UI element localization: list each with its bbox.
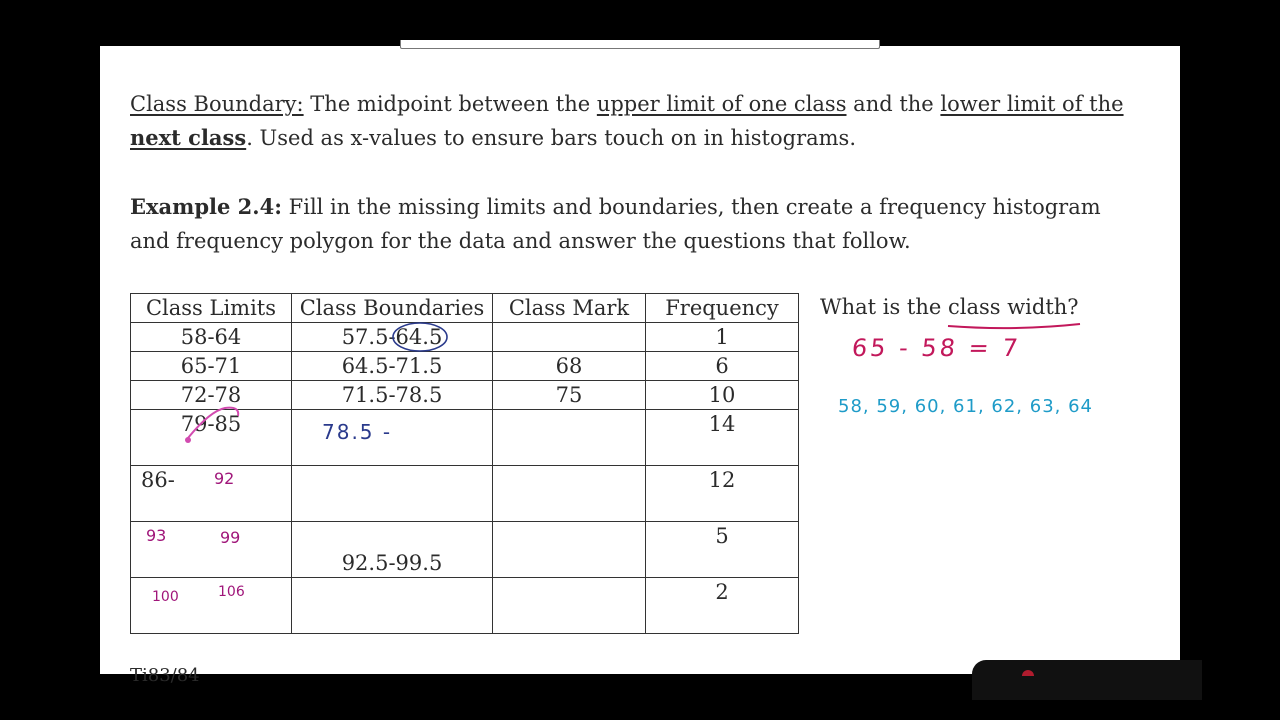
cell-limits: 86- <box>131 466 292 522</box>
cell-boundaries: 64.5-71.5 <box>292 352 493 381</box>
limit-93-ink: 93 <box>146 526 167 545</box>
cell-boundaries: 57.5-64.5 <box>292 323 493 352</box>
cell-frequency: 12 <box>646 466 799 522</box>
header-frequency: Frequency <box>646 294 799 323</box>
cell-boundaries: 92.5-99.5 <box>292 522 493 578</box>
definition-term: Class Boundary: <box>130 92 304 116</box>
cell-boundaries: 71.5-78.5 <box>292 381 493 410</box>
sequence-ink: 58, 59, 60, 61, 62, 63, 64 <box>838 396 1093 417</box>
limit-99-ink: 99 <box>220 528 241 547</box>
recording-control[interactable] <box>972 660 1202 700</box>
cell-frequency: 1 <box>646 323 799 352</box>
cell-frequency: 2 <box>646 578 799 634</box>
class-boundary-definition: Class Boundary: The midpoint between the upper limit of one class and the lower limit of the next class. Used as x-values to ensure bars touch on in histograms. <box>130 92 1124 150</box>
boundary-note-ink: 78.5 - <box>322 420 393 444</box>
cut-off-footer-text: Ti83/84 <box>130 665 200 686</box>
header-class-limits: Class Limits <box>131 294 292 323</box>
lower-limit-phrase: lower limit of the <box>940 92 1124 116</box>
limit-106-ink: 106 <box>218 584 245 600</box>
cell-frequency: 5 <box>646 522 799 578</box>
header-class-boundaries: Class Boundaries <box>292 294 493 323</box>
cell-frequency: 10 <box>646 381 799 410</box>
record-indicator-icon <box>1022 670 1034 676</box>
class-width-question: What is the class width? <box>820 295 1079 319</box>
cell-frequency: 6 <box>646 352 799 381</box>
header-class-mark: Class Mark <box>493 294 646 323</box>
width-calc-ink: 65 - 58 = 7 <box>850 334 1023 362</box>
circle-ink-64-5 <box>393 323 447 351</box>
cell-limits: 65-71 <box>131 352 292 381</box>
limit-92-ink: 92 <box>214 469 235 488</box>
cell-mark: 68 <box>493 352 646 381</box>
example-label: Example 2.4: <box>130 194 282 219</box>
example-text: Fill in the missing limits and boundaries, then create a frequency histogram and frequency polygon for the data and answer the questions that follow. <box>130 195 1101 253</box>
upper-limit-phrase: upper limit of one class <box>596 92 847 116</box>
arrow-dot-ink <box>185 437 191 443</box>
arrow-ink <box>188 408 238 438</box>
limit-100-ink: 100 <box>152 589 179 605</box>
cell-frequency: 14 <box>646 410 799 466</box>
cell-limits: 72-78 <box>131 381 292 410</box>
cell-limits: 58-64 <box>131 323 292 352</box>
cell-mark: 75 <box>493 381 646 410</box>
next-class-phrase: next class <box>130 125 247 150</box>
document-page <box>100 46 1180 686</box>
question-underline-ink <box>948 324 1080 328</box>
cell-limits: 79-85 <box>131 410 292 466</box>
